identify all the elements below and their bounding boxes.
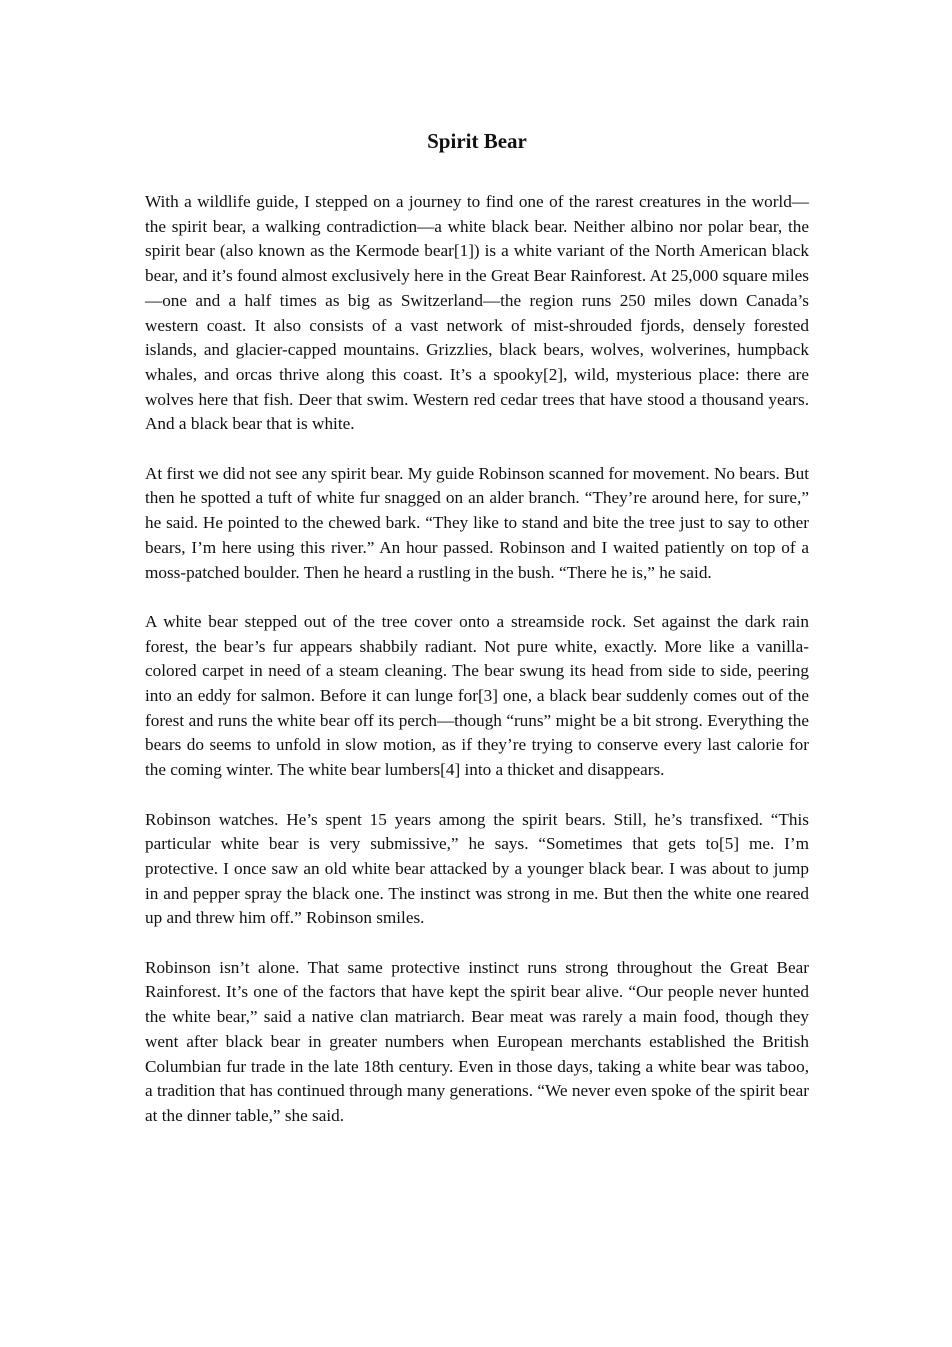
paragraph-1: With a wildlife guide, I stepped on a journey to find one of the rarest creatures in the world—the spirit bear, a walking contradiction—a white black bear. Neither albino nor polar bear, the spirit bear (also known as the Kermode bear[1]) is a white variant of the North American black bear, and it’s found almost exclusively here in the Great Bear Rainforest. At 25,000 square miles—one and a half times as big as Switzerland—the region runs 250 miles down Canada’s western coast. It also consists of a vast network of mist-shrouded fjords, densely forested islands, and glacier-capped mountains. Grizzlies, black bears, wolves, wolverines, humpback whales, and orcas thrive along this coast. It’s a spooky[2], wild, mysterious place: there are wolves here that fish. Deer that swim. Western red cedar trees that have stood a thousand years. And a black bear that is white. bbox=[145, 192, 809, 434]
document-title: Spirit Bear bbox=[427, 129, 527, 153]
paragraph-2: At first we did not see any spirit bear. My guide Robinson scanned for movement. No bears. But then he spotted a tuft of white fur snagged on an alder branch. “They’re around here, for sure,” he said. He pointed to the chewed bark. “They like to stand and bite the tree just to say to other bears, I’m here using this river.” An hour passed. Robinson and I waited patiently on top of a moss-patched boulder. Then he heard a rustling in the bush. “There he is,” he said. bbox=[145, 463, 809, 582]
paragraph-3: A white bear stepped out of the tree cover onto a streamside rock. Set against the dark rain forest, the bear’s fur appears shabbily radiant. Not pure white, exactly. More like a vanilla-colored carpet in need of a steam cleaning. The bear swung its head from side to side, peering into an eddy for salmon. Before it can lunge for[3] one, a black bear suddenly comes out of the forest and runs the white bear off its perch—though “runs” might be a bit strong. Everything the bears do seems to unfold in slow motion, as if they’re trying to conserve every last calorie for the coming winter. The white bear lumbers[4] into a thicket and disappears. bbox=[145, 611, 809, 780]
document-page bbox=[145, 128, 809, 1153]
paragraph-4: Robinson watches. He’s spent 15 years among the spirit bears. Still, he’s transfixed. “This particular white bear is very submissive,” he says. “Sometimes that gets to[5] me. I’m protective. I once saw an old white bear attacked by a younger black bear. I was about to jump in and pepper spray the black one. The instinct was strong in me. But then the white one reared up and threw him off.” Robinson smiles. bbox=[145, 809, 809, 928]
paragraph-5: Robinson isn’t alone. That same protective instinct runs strong throughout the Great Bear Rainforest. It’s one of the factors that have kept the spirit bear alive. “Our people never hunted the white bear,” said a native clan matriarch. Bear meat was rarely a main food, though they went after black bear in greater numbers when European merchants established the British Columbian fur trade in the late 18th century. Even in those days, taking a white bear was taboo, a tradition that has continued through many generations. “We never even spoke of the spirit bear at the dinner table,” she said. bbox=[145, 957, 809, 1125]
